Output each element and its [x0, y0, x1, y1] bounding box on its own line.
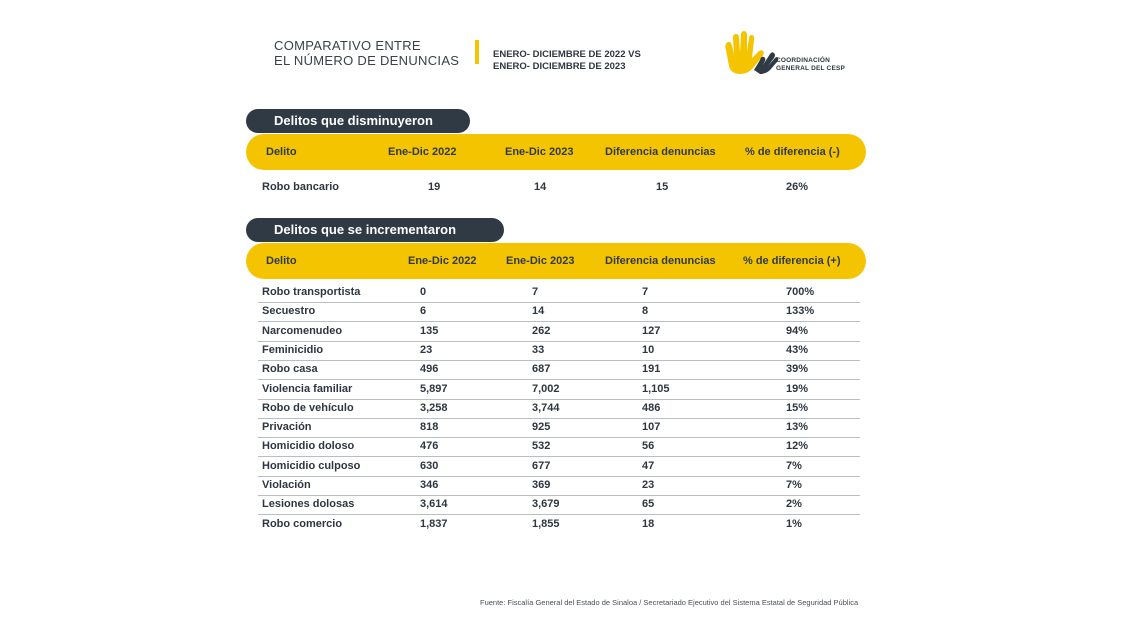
cell-difference: 56 [642, 440, 655, 453]
section-title-increased: Delitos que se incrementaron [246, 218, 504, 242]
cell-crime: Violencia familiar [262, 382, 353, 395]
cell-2022: 476 [420, 440, 439, 453]
cell-difference: 15 [656, 181, 669, 193]
cell-2023: 532 [532, 440, 551, 453]
cell-difference: 18 [642, 517, 655, 530]
cell-2022: 3,258 [420, 401, 448, 414]
column-header-percent: % de diferencia (-) [745, 146, 840, 158]
cell-difference: 107 [642, 421, 661, 434]
cell-2023: 3,679 [532, 498, 560, 511]
table-row [258, 380, 860, 400]
cell-2023: 369 [532, 479, 551, 491]
cell-percent: 7% [786, 479, 802, 491]
cell-2022: 630 [420, 459, 439, 472]
cell-2022: 0 [420, 286, 427, 298]
cell-percent: 12% [786, 440, 809, 453]
table-row [258, 457, 860, 477]
cell-crime: Homicidio culposo [262, 459, 361, 472]
cell-difference: 1,105 [642, 382, 670, 395]
column-header-crime: Delito [266, 146, 297, 158]
period-line-1: ENERO- DICIEMBRE DE 2022 VS [493, 49, 641, 60]
cell-crime: Secuestro [262, 305, 316, 318]
page-title [274, 38, 459, 68]
cell-percent: 26% [786, 181, 809, 193]
column-header-crime: Delito [266, 255, 297, 267]
page-title-line-2: EL NÚMERO DE DENUNCIAS [274, 53, 460, 68]
cell-difference: 23 [642, 479, 655, 491]
cell-2023: 3,744 [532, 401, 560, 414]
cell-2023: 14 [534, 181, 547, 193]
page-title-line-1: COMPARATIVO ENTRE [274, 38, 421, 53]
cell-percent: 133% [786, 305, 815, 318]
column-header-difference: Diferencia denuncias [605, 255, 716, 267]
cell-2022: 3,614 [420, 498, 448, 511]
cell-percent: 13% [786, 421, 809, 434]
cell-crime: Homicidio doloso [262, 440, 355, 453]
table-row [258, 322, 860, 342]
cell-2023: 262 [532, 324, 551, 337]
table-row [258, 283, 860, 303]
cell-percent: 19% [786, 382, 809, 395]
table-header-increased [246, 243, 866, 279]
cell-difference: 8 [642, 305, 649, 318]
cell-crime: Privación [262, 421, 312, 434]
cell-2022: 135 [420, 324, 439, 337]
cell-crime: Robo bancario [262, 181, 340, 193]
cell-2022: 19 [428, 181, 441, 193]
cell-crime: Narcomenudeo [262, 324, 343, 337]
cell-2023: 1,855 [532, 517, 560, 530]
cell-2023: 14 [532, 305, 545, 318]
cell-difference: 7 [642, 286, 649, 298]
table-row [258, 476, 860, 496]
column-header-percent: % de diferencia (+) [743, 255, 841, 267]
logo-text-line-1: COORDINACIÓN [776, 57, 831, 64]
logo-text [776, 57, 845, 73]
cell-difference: 10 [642, 343, 655, 356]
table-row [258, 178, 860, 197]
period-line-2: ENERO- DICIEMBRE DE 2023 [493, 61, 626, 72]
cell-crime: Robo de vehículo [262, 401, 354, 414]
cell-2022: 818 [420, 421, 439, 434]
cell-crime: Robo casa [262, 363, 318, 376]
column-header-2022: Ene-Dic 2022 [408, 255, 477, 267]
cell-2023: 925 [532, 421, 551, 434]
table-row [258, 399, 860, 419]
cell-2022: 1,837 [420, 517, 448, 530]
logo-text-line-2: GENERAL DEL CESP [776, 65, 846, 72]
cell-difference: 191 [642, 363, 661, 376]
cell-2023: 7 [532, 286, 539, 298]
table-row [258, 341, 860, 361]
cell-2023: 7,002 [532, 382, 560, 395]
column-header-2022: Ene-Dic 2022 [388, 146, 457, 158]
column-header-2023: Ene-Dic 2023 [506, 255, 575, 267]
cell-difference: 65 [642, 498, 655, 511]
section-title-decreased: Delitos que disminuyeron [246, 109, 470, 133]
cell-percent: 7% [786, 459, 802, 472]
cell-percent: 2% [786, 498, 802, 511]
table-row [258, 515, 860, 534]
table-header-decreased [246, 134, 866, 170]
cell-percent: 1% [786, 517, 802, 530]
table-row [258, 302, 860, 322]
table-row [258, 360, 860, 380]
cell-percent: 700% [786, 286, 815, 298]
table-row [258, 495, 860, 515]
cell-2023: 677 [532, 459, 551, 472]
cell-crime: Lesiones dolosas [262, 498, 355, 511]
cell-crime: Violación [262, 479, 311, 491]
period-label [493, 49, 641, 73]
cell-percent: 39% [786, 363, 809, 376]
cell-2022: 23 [420, 343, 433, 356]
table-row [258, 418, 860, 438]
cell-percent: 94% [786, 324, 809, 337]
cell-difference: 486 [642, 401, 661, 414]
column-header-2023: Ene-Dic 2023 [505, 146, 574, 158]
cell-2022: 346 [420, 479, 439, 491]
cell-difference: 127 [642, 324, 661, 337]
cell-crime: Robo comercio [262, 517, 343, 530]
cell-2023: 687 [532, 363, 551, 376]
table-row [258, 437, 860, 457]
cell-2022: 496 [420, 363, 439, 376]
header-divider [475, 40, 479, 64]
column-header-difference: Diferencia denuncias [605, 146, 716, 158]
cell-difference: 47 [642, 459, 655, 472]
source-note: Fuente: Fiscalía General del Estado de Sinaloa / Secretariado Ejecutivo del Sistema Estatal de Seguridad Pública [480, 598, 859, 607]
cell-2022: 5,897 [420, 382, 448, 395]
cell-percent: 15% [786, 401, 809, 414]
cell-crime: Robo transportista [262, 286, 361, 298]
cell-2022: 6 [420, 305, 427, 318]
cell-percent: 43% [786, 343, 809, 356]
cell-crime: Feminicidio [262, 343, 324, 356]
cell-2023: 33 [532, 343, 545, 356]
